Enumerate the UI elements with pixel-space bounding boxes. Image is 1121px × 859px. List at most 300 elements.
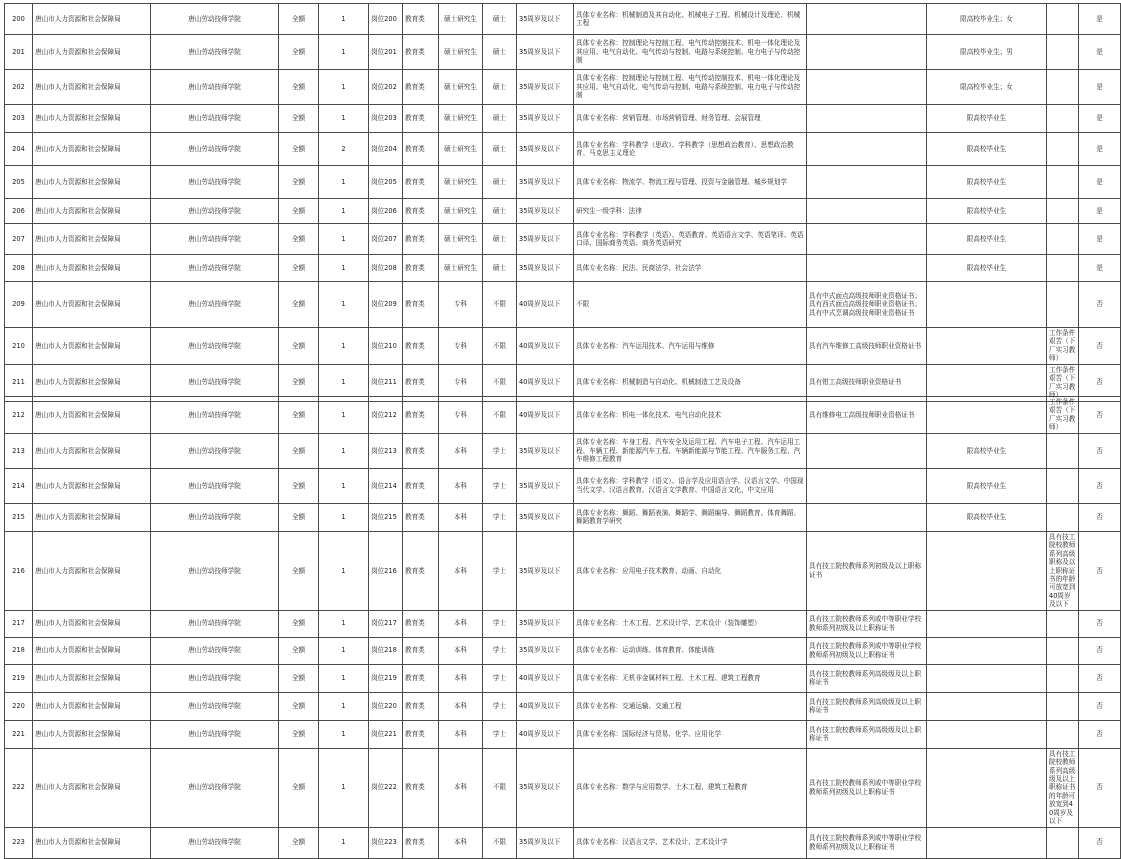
certificate-cell	[807, 503, 927, 531]
certificate-cell: 具有技工院校教师系列或中等职业学校教师系列初级及以上职称证书	[807, 827, 927, 858]
degree-cell: 硕士	[483, 4, 517, 35]
unit-cell: 唐山劳动技师学院	[151, 166, 279, 199]
table-row	[5, 503, 1121, 531]
funding-cell: 全额	[279, 827, 319, 858]
degree-cell: 硕士	[483, 224, 517, 255]
headcount-cell: 1	[319, 637, 369, 664]
other-requirement-cell: 限高校毕业生	[927, 433, 1047, 468]
unit-cell: 唐山劳动技师学院	[151, 637, 279, 664]
education-cell: 本科	[439, 664, 483, 692]
remark-cell: 工作条件艰苦（下厂实习教师）	[1047, 397, 1079, 434]
unit-cell: 唐山劳动技师学院	[151, 433, 279, 468]
unit-cell: 唐山劳动技师学院	[151, 748, 279, 827]
age-cell: 35周岁及以下	[517, 35, 574, 70]
remark-cell	[1047, 433, 1079, 468]
major-cell: 不限	[574, 282, 807, 328]
post-code-cell: 岗位222	[369, 748, 403, 827]
major-cell: 具体专业名称：国际经济与贸易、化学、应用化学	[574, 720, 807, 748]
exam-flag-cell: 否	[1079, 503, 1121, 531]
education-cell: 本科	[439, 827, 483, 858]
post-code-cell: 岗位206	[369, 199, 403, 224]
table-row	[5, 133, 1121, 166]
remark-cell	[1047, 637, 1079, 664]
degree-cell: 硕士	[483, 166, 517, 199]
funding-cell: 全额	[279, 166, 319, 199]
post-type-cell: 教育类	[403, 35, 439, 70]
education-cell: 硕士研究生	[439, 133, 483, 166]
row-number: 207	[5, 224, 33, 255]
unit-cell: 唐山劳动技师学院	[151, 328, 279, 365]
other-requirement-cell: 限高校毕业生	[927, 166, 1047, 199]
age-cell: 40周岁及以下	[517, 397, 574, 434]
certificate-cell	[807, 199, 927, 224]
funding-cell: 全额	[279, 224, 319, 255]
exam-flag-cell: 是	[1079, 199, 1121, 224]
table-row	[5, 328, 1121, 365]
headcount-cell: 1	[319, 328, 369, 365]
table-row	[5, 610, 1121, 637]
exam-flag-cell: 否	[1079, 610, 1121, 637]
education-cell: 硕士研究生	[439, 224, 483, 255]
post-type-cell: 教育类	[403, 610, 439, 637]
degree-cell: 不限	[483, 397, 517, 434]
headcount-cell: 1	[319, 282, 369, 328]
post-type-cell: 教育类	[403, 282, 439, 328]
table-row	[5, 664, 1121, 692]
education-cell: 硕士研究生	[439, 255, 483, 282]
remark-cell	[1047, 70, 1079, 105]
headcount-cell: 1	[319, 720, 369, 748]
major-cell: 具体专业名称：机电一体化技术、电气自动化技术	[574, 397, 807, 434]
post-code-cell: 岗位217	[369, 610, 403, 637]
other-requirement-cell	[927, 637, 1047, 664]
remark-cell	[1047, 166, 1079, 199]
certificate-cell: 具有技工院校教师系列高级级及以上职称证书	[807, 692, 927, 720]
row-number: 214	[5, 468, 33, 503]
headcount-cell: 1	[319, 664, 369, 692]
degree-cell: 硕士	[483, 199, 517, 224]
age-cell: 35周岁及以下	[517, 166, 574, 199]
row-number: 215	[5, 503, 33, 531]
certificate-cell	[807, 35, 927, 70]
degree-cell: 不限	[483, 748, 517, 827]
remark-cell	[1047, 255, 1079, 282]
post-type-cell: 教育类	[403, 224, 439, 255]
post-code-cell: 岗位208	[369, 255, 403, 282]
remark-cell	[1047, 720, 1079, 748]
education-cell: 本科	[439, 748, 483, 827]
table-row	[5, 35, 1121, 70]
major-cell: 具体专业名称：控制理论与控制工程、电气传动控制技术、机电一体化理论及其应用、电气自动化、电气传动与控制、电路与系统控制、电力电子与传动控制	[574, 35, 807, 70]
table-row	[5, 105, 1121, 133]
table-row	[5, 433, 1121, 468]
remark-cell: 工作条件艰苦（下厂实习教师）	[1047, 364, 1079, 401]
education-cell: 专科	[439, 328, 483, 365]
funding-cell: 全额	[279, 468, 319, 503]
table-row	[5, 748, 1121, 827]
exam-flag-cell: 否	[1079, 364, 1121, 401]
exam-flag-cell: 是	[1079, 35, 1121, 70]
certificate-cell: 具有技工院校教师系列高级级及以上职称证书	[807, 664, 927, 692]
post-code-cell: 岗位211	[369, 364, 403, 401]
certificate-cell	[807, 70, 927, 105]
age-cell: 35周岁及以下	[517, 433, 574, 468]
other-requirement-cell	[927, 720, 1047, 748]
unit-cell: 唐山劳动技师学院	[151, 827, 279, 858]
unit-cell: 唐山劳动技师学院	[151, 610, 279, 637]
row-number: 217	[5, 610, 33, 637]
major-cell: 具体专业名称：营销管理、市场营销管理、财务管理、会展管理	[574, 105, 807, 133]
post-code-cell: 岗位202	[369, 70, 403, 105]
department-cell: 唐山市人力资源和社会保障局	[33, 637, 151, 664]
post-code-cell: 岗位204	[369, 133, 403, 166]
table-row	[5, 692, 1121, 720]
unit-cell: 唐山劳动技师学院	[151, 364, 279, 401]
post-code-cell: 岗位216	[369, 531, 403, 610]
funding-cell: 全额	[279, 199, 319, 224]
department-cell: 唐山市人力资源和社会保障局	[33, 664, 151, 692]
exam-flag-cell: 否	[1079, 748, 1121, 827]
department-cell: 唐山市人力资源和社会保障局	[33, 397, 151, 434]
other-requirement-cell	[927, 664, 1047, 692]
department-cell: 唐山市人力资源和社会保障局	[33, 610, 151, 637]
unit-cell: 唐山劳动技师学院	[151, 503, 279, 531]
unit-cell: 唐山劳动技师学院	[151, 199, 279, 224]
department-cell: 唐山市人力资源和社会保障局	[33, 328, 151, 365]
unit-cell: 唐山劳动技师学院	[151, 35, 279, 70]
age-cell: 40周岁及以下	[517, 364, 574, 401]
certificate-cell	[807, 4, 927, 35]
other-requirement-cell: 限高校毕业生	[927, 468, 1047, 503]
unit-cell: 唐山劳动技师学院	[151, 224, 279, 255]
age-cell: 35周岁及以下	[517, 255, 574, 282]
remark-cell	[1047, 610, 1079, 637]
certificate-cell	[807, 468, 927, 503]
department-cell: 唐山市人力资源和社会保障局	[33, 166, 151, 199]
education-cell: 本科	[439, 503, 483, 531]
major-cell: 具体专业名称：汉语言文学、艺术设计、艺术设计学	[574, 827, 807, 858]
exam-flag-cell: 否	[1079, 282, 1121, 328]
department-cell: 唐山市人力资源和社会保障局	[33, 503, 151, 531]
post-type-cell: 教育类	[403, 503, 439, 531]
job-table-part-2	[4, 396, 1121, 859]
department-cell: 唐山市人力资源和社会保障局	[33, 255, 151, 282]
degree-cell: 学士	[483, 610, 517, 637]
department-cell: 唐山市人力资源和社会保障局	[33, 531, 151, 610]
education-cell: 硕士研究生	[439, 166, 483, 199]
degree-cell: 学士	[483, 468, 517, 503]
age-cell: 35周岁及以下	[517, 531, 574, 610]
post-code-cell: 岗位218	[369, 637, 403, 664]
post-type-cell: 教育类	[403, 199, 439, 224]
age-cell: 40周岁及以下	[517, 282, 574, 328]
post-type-cell: 教育类	[403, 364, 439, 401]
row-number: 200	[5, 4, 33, 35]
exam-flag-cell: 是	[1079, 105, 1121, 133]
headcount-cell: 1	[319, 692, 369, 720]
post-code-cell: 岗位221	[369, 720, 403, 748]
row-number: 218	[5, 637, 33, 664]
degree-cell: 不限	[483, 282, 517, 328]
post-code-cell: 岗位212	[369, 397, 403, 434]
other-requirement-cell	[927, 397, 1047, 434]
funding-cell: 全额	[279, 35, 319, 70]
post-type-cell: 教育类	[403, 827, 439, 858]
department-cell: 唐山市人力资源和社会保障局	[33, 692, 151, 720]
education-cell: 本科	[439, 433, 483, 468]
degree-cell: 不限	[483, 364, 517, 401]
department-cell: 唐山市人力资源和社会保障局	[33, 35, 151, 70]
row-number: 209	[5, 282, 33, 328]
education-cell: 本科	[439, 468, 483, 503]
certificate-cell: 具有技工院校教师系列初级及以上职称证书	[807, 531, 927, 610]
age-cell: 35周岁及以下	[517, 468, 574, 503]
row-number: 202	[5, 70, 33, 105]
remark-cell: 具有技工院校教师系列高级职称及以上职称证书的年龄可放宽到40周岁及以下	[1047, 531, 1079, 610]
degree-cell: 学士	[483, 503, 517, 531]
exam-flag-cell: 是	[1079, 133, 1121, 166]
other-requirement-cell: 限高校毕业生；女	[927, 4, 1047, 35]
department-cell: 唐山市人力资源和社会保障局	[33, 364, 151, 401]
other-requirement-cell	[927, 827, 1047, 858]
major-cell: 具体专业名称：学科教学（英语）、英语教育、英语语言文学、英语笔译、英语口译、国际商务英语、商务英语研究	[574, 224, 807, 255]
department-cell: 唐山市人力资源和社会保障局	[33, 282, 151, 328]
education-cell: 本科	[439, 720, 483, 748]
post-type-cell: 教育类	[403, 255, 439, 282]
post-type-cell: 教育类	[403, 720, 439, 748]
other-requirement-cell	[927, 328, 1047, 365]
degree-cell: 不限	[483, 827, 517, 858]
department-cell: 唐山市人力资源和社会保障局	[33, 133, 151, 166]
certificate-cell: 具有技工院校教师系列或中等职业学校教师系列初级及以上职称证书	[807, 637, 927, 664]
table-row	[5, 468, 1121, 503]
age-cell: 35周岁及以下	[517, 70, 574, 105]
education-cell: 专科	[439, 364, 483, 401]
exam-flag-cell: 否	[1079, 397, 1121, 434]
row-number: 211	[5, 364, 33, 401]
post-type-cell: 教育类	[403, 397, 439, 434]
age-cell: 35周岁及以下	[517, 637, 574, 664]
headcount-cell: 1	[319, 255, 369, 282]
post-type-cell: 教育类	[403, 692, 439, 720]
degree-cell: 硕士	[483, 35, 517, 70]
major-cell: 具体专业名称：运动训练、体育教育、体能训练	[574, 637, 807, 664]
headcount-cell: 1	[319, 748, 369, 827]
education-cell: 专科	[439, 282, 483, 328]
funding-cell: 全额	[279, 748, 319, 827]
education-cell: 专科	[439, 397, 483, 434]
major-cell: 具体专业名称：应用电子技术教育、动画、自动化	[574, 531, 807, 610]
major-cell: 具体专业名称：机械制造与自动化、机械制造工艺及设备	[574, 364, 807, 401]
funding-cell: 全额	[279, 133, 319, 166]
unit-cell: 唐山劳动技师学院	[151, 282, 279, 328]
post-type-cell: 教育类	[403, 70, 439, 105]
table-row	[5, 70, 1121, 105]
major-cell: 具体专业名称：学科教学（语文）、语言学及应用语言学、汉语言文学、中国现当代文学、汉语言教育、汉语言文学教育、中国语言文化、中文应用	[574, 468, 807, 503]
unit-cell: 唐山劳动技师学院	[151, 692, 279, 720]
major-cell: 具体专业名称：车身工程、汽车安全及运用工程、汽车电子工程、汽车运用工程、车辆工程、新能源汽车工程、车辆新能源与节能工程、汽车服务工程、汽车维修工程教育	[574, 433, 807, 468]
other-requirement-cell: 限高校毕业生；女	[927, 70, 1047, 105]
certificate-cell: 具有钳工高级技师职业资格证书	[807, 364, 927, 401]
headcount-cell: 1	[319, 224, 369, 255]
row-number: 204	[5, 133, 33, 166]
headcount-cell: 1	[319, 364, 369, 401]
other-requirement-cell: 限高校毕业生	[927, 255, 1047, 282]
table-row	[5, 637, 1121, 664]
major-cell: 具体专业名称：控制理论与控制工程、电气传动控制技术、机电一体化理论及其应用、电气自动化、电气传动与控制、电路与系统控制、电力电子与传动控制	[574, 70, 807, 105]
degree-cell: 不限	[483, 328, 517, 365]
post-code-cell: 岗位205	[369, 166, 403, 199]
education-cell: 本科	[439, 692, 483, 720]
funding-cell: 全额	[279, 4, 319, 35]
exam-flag-cell: 否	[1079, 468, 1121, 503]
row-number: 205	[5, 166, 33, 199]
row-number: 213	[5, 433, 33, 468]
funding-cell: 全额	[279, 720, 319, 748]
row-number: 221	[5, 720, 33, 748]
funding-cell: 全额	[279, 531, 319, 610]
unit-cell: 唐山劳动技师学院	[151, 468, 279, 503]
post-type-cell: 教育类	[403, 468, 439, 503]
table-row	[5, 4, 1121, 35]
headcount-cell: 1	[319, 827, 369, 858]
exam-flag-cell: 否	[1079, 692, 1121, 720]
post-code-cell: 岗位214	[369, 468, 403, 503]
funding-cell: 全额	[279, 637, 319, 664]
unit-cell: 唐山劳动技师学院	[151, 397, 279, 434]
funding-cell: 全额	[279, 328, 319, 365]
education-cell: 硕士研究生	[439, 35, 483, 70]
row-number: 208	[5, 255, 33, 282]
table-row	[5, 720, 1121, 748]
unit-cell: 唐山劳动技师学院	[151, 4, 279, 35]
other-requirement-cell: 限高校毕业生	[927, 133, 1047, 166]
age-cell: 35周岁及以下	[517, 503, 574, 531]
unit-cell: 唐山劳动技师学院	[151, 70, 279, 105]
funding-cell: 全额	[279, 255, 319, 282]
exam-flag-cell: 否	[1079, 433, 1121, 468]
other-requirement-cell: 限高校毕业生	[927, 105, 1047, 133]
headcount-cell: 1	[319, 610, 369, 637]
department-cell: 唐山市人力资源和社会保障局	[33, 720, 151, 748]
major-cell: 研究生一级学科：法律	[574, 199, 807, 224]
education-cell: 本科	[439, 531, 483, 610]
headcount-cell: 1	[319, 105, 369, 133]
major-cell: 具体专业名称：交通运输、交通工程	[574, 692, 807, 720]
post-code-cell: 岗位203	[369, 105, 403, 133]
exam-flag-cell: 否	[1079, 720, 1121, 748]
remark-cell	[1047, 4, 1079, 35]
degree-cell: 硕士	[483, 255, 517, 282]
unit-cell: 唐山劳动技师学院	[151, 664, 279, 692]
major-cell: 具体专业名称：无机非金属材料工程、土木工程、建筑工程教育	[574, 664, 807, 692]
unit-cell: 唐山劳动技师学院	[151, 720, 279, 748]
headcount-cell: 1	[319, 433, 369, 468]
department-cell: 唐山市人力资源和社会保障局	[33, 105, 151, 133]
table-row	[5, 255, 1121, 282]
row-number: 203	[5, 105, 33, 133]
post-type-cell: 教育类	[403, 637, 439, 664]
degree-cell: 学士	[483, 531, 517, 610]
exam-flag-cell: 是	[1079, 224, 1121, 255]
department-cell: 唐山市人力资源和社会保障局	[33, 199, 151, 224]
degree-cell: 学士	[483, 433, 517, 468]
certificate-cell	[807, 255, 927, 282]
remark-cell	[1047, 133, 1079, 166]
major-cell: 具体专业名称：学科教学（思政）、学科教学（思想政治教育）、思想政治教育、马克思主义理论	[574, 133, 807, 166]
remark-cell	[1047, 224, 1079, 255]
other-requirement-cell	[927, 692, 1047, 720]
post-code-cell: 岗位220	[369, 692, 403, 720]
exam-flag-cell: 否	[1079, 827, 1121, 858]
certificate-cell: 具有维修电工高级技师职业资格证书	[807, 397, 927, 434]
post-type-cell: 教育类	[403, 328, 439, 365]
certificate-cell: 具有技工院校教师系列或中等职业学校教师系列初级及以上职称证书	[807, 610, 927, 637]
post-type-cell: 教育类	[403, 664, 439, 692]
row-number: 219	[5, 664, 33, 692]
education-cell: 本科	[439, 637, 483, 664]
headcount-cell: 1	[319, 199, 369, 224]
headcount-cell: 1	[319, 531, 369, 610]
row-number: 201	[5, 35, 33, 70]
funding-cell: 全额	[279, 105, 319, 133]
headcount-cell: 1	[319, 468, 369, 503]
age-cell: 35周岁及以下	[517, 4, 574, 35]
remark-cell	[1047, 282, 1079, 328]
certificate-cell: 具有汽车维修工高级技师职业资格证书	[807, 328, 927, 365]
degree-cell: 硕士	[483, 133, 517, 166]
age-cell: 35周岁及以下	[517, 827, 574, 858]
remark-cell	[1047, 199, 1079, 224]
age-cell: 40周岁及以下	[517, 720, 574, 748]
major-cell: 具体专业名称：数学与应用数学、土木工程、建筑工程教育	[574, 748, 807, 827]
certificate-cell: 具有技工院校教师系列或中等职业学校教师系列初级及以上职称证书	[807, 748, 927, 827]
post-code-cell: 岗位210	[369, 328, 403, 365]
education-cell: 硕士研究生	[439, 70, 483, 105]
certificate-cell	[807, 133, 927, 166]
exam-flag-cell: 否	[1079, 328, 1121, 365]
exam-flag-cell: 是	[1079, 4, 1121, 35]
department-cell: 唐山市人力资源和社会保障局	[33, 70, 151, 105]
degree-cell: 硕士	[483, 70, 517, 105]
post-type-cell: 教育类	[403, 531, 439, 610]
headcount-cell: 2	[319, 133, 369, 166]
major-cell: 具体专业名称：舞蹈、舞蹈表演、舞蹈学、舞蹈编导、舞蹈教育、体育舞蹈、舞蹈教育学研究	[574, 503, 807, 531]
age-cell: 40周岁及以下	[517, 664, 574, 692]
major-cell: 具体专业名称：土木工程、艺术设计学、艺术设计（装饰雕塑）	[574, 610, 807, 637]
post-type-cell: 教育类	[403, 433, 439, 468]
education-cell: 硕士研究生	[439, 105, 483, 133]
post-code-cell: 岗位215	[369, 503, 403, 531]
other-requirement-cell	[927, 610, 1047, 637]
age-cell: 35周岁及以下	[517, 133, 574, 166]
degree-cell: 硕士	[483, 105, 517, 133]
funding-cell: 全额	[279, 664, 319, 692]
funding-cell: 全额	[279, 692, 319, 720]
department-cell: 唐山市人力资源和社会保障局	[33, 4, 151, 35]
department-cell: 唐山市人力资源和社会保障局	[33, 224, 151, 255]
post-code-cell: 岗位213	[369, 433, 403, 468]
other-requirement-cell: 限高校毕业生	[927, 224, 1047, 255]
age-cell: 35周岁及以下	[517, 748, 574, 827]
post-code-cell: 岗位209	[369, 282, 403, 328]
row-number: 212	[5, 397, 33, 434]
education-cell: 硕士研究生	[439, 4, 483, 35]
funding-cell: 全额	[279, 397, 319, 434]
age-cell: 35周岁及以下	[517, 105, 574, 133]
remark-cell: 具有技工院校教师系列高级级及以上职称证书的年龄可放宽到40周岁及以下	[1047, 748, 1079, 827]
remark-cell	[1047, 827, 1079, 858]
